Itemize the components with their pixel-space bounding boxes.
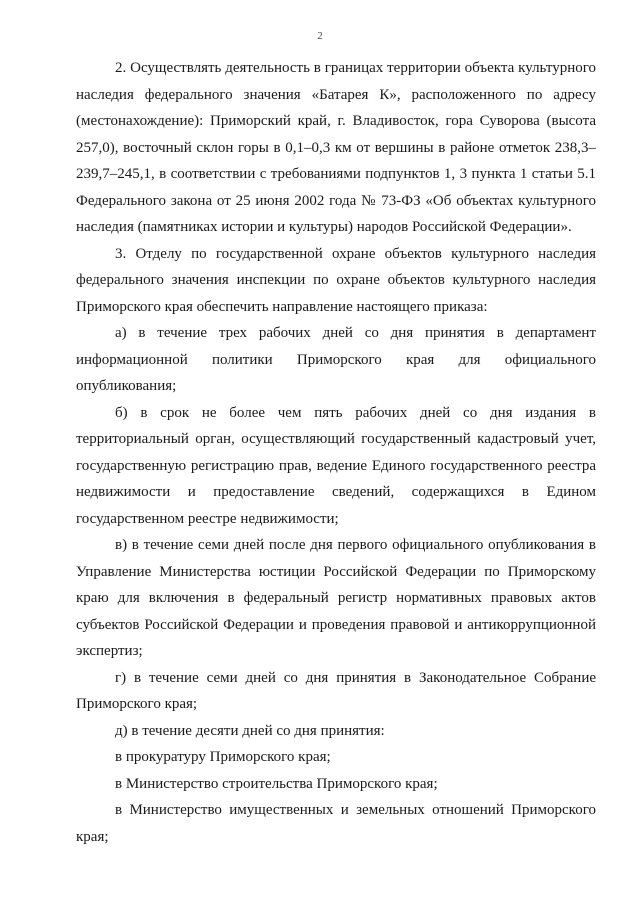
paragraph-recipient-prosecutor: в прокуратуру Приморского края;	[115, 749, 331, 765]
paragraph-recipient-construction-ministry: в Министерство строительства Приморского края;	[115, 775, 438, 792]
paragraph-subitem-a: а) в течение трех рабочих дней со дня принятия в департамент информационной политики Приморского края для официального опубликования;	[76, 325, 596, 394]
paragraph-subitem-d: д) в течение десяти дней со дня принятия:	[115, 722, 385, 739]
paragraph-item-3: 3. Отделу по государственной охране объектов культурного наследия федерального значения инспекции по охране объектов культурного наследия Приморского края обеспечить направление настоящего приказа:	[76, 245, 596, 315]
page-number: 2	[317, 30, 323, 42]
paragraph-subitem-v: в) в течение семи дней после дня первого официального опубликования в Управление Министерства юстиции Российской Федерации по Приморскому краю для включения в федеральный регистр нормативных правовых актов субъектов Российской Федерации и проведения правовой и антикоррупционной экспертиз;	[76, 537, 596, 659]
paragraph-subitem-b: б) в срок не более чем пять рабочих дней со дня издания в территориальный орган, осуществляющий государственный кадастровый учет, государственную регистрацию прав, ведение Единого государственного реестра недвижимости и предоставление сведений, содержащихся в Едином государственном реестре недвижимости;	[76, 404, 596, 527]
paragraph-recipient-property-ministry: в Министерство имущественных и земельных отношений Приморского края;	[76, 802, 596, 845]
paragraph-item-2: 2. Осуществлять деятельность в границах территории объекта культурного наследия федерального значения «Батарея К», расположенного по адресу (местонахождение): Приморский край, г. Владивосток, гора Суворова (высота 257,0), восточный склон горы в 0,1–0,3 км от вершины в районе отметок 238,3–239,7–245,1, в соответствии с требованиями подпунктов 1, 3 пункта 1 статьи 5.1 Федерального закона от 25 июня 2002 года № 73-ФЗ «Об объектах культурного наследия (памятниках истории и культуры) народов Российской Федерации».	[76, 60, 596, 235]
document-body	[76, 55, 596, 850]
paragraph-subitem-g: г) в течение семи дней со дня принятия в Законодательное Собрание Приморского края;	[76, 669, 596, 712]
